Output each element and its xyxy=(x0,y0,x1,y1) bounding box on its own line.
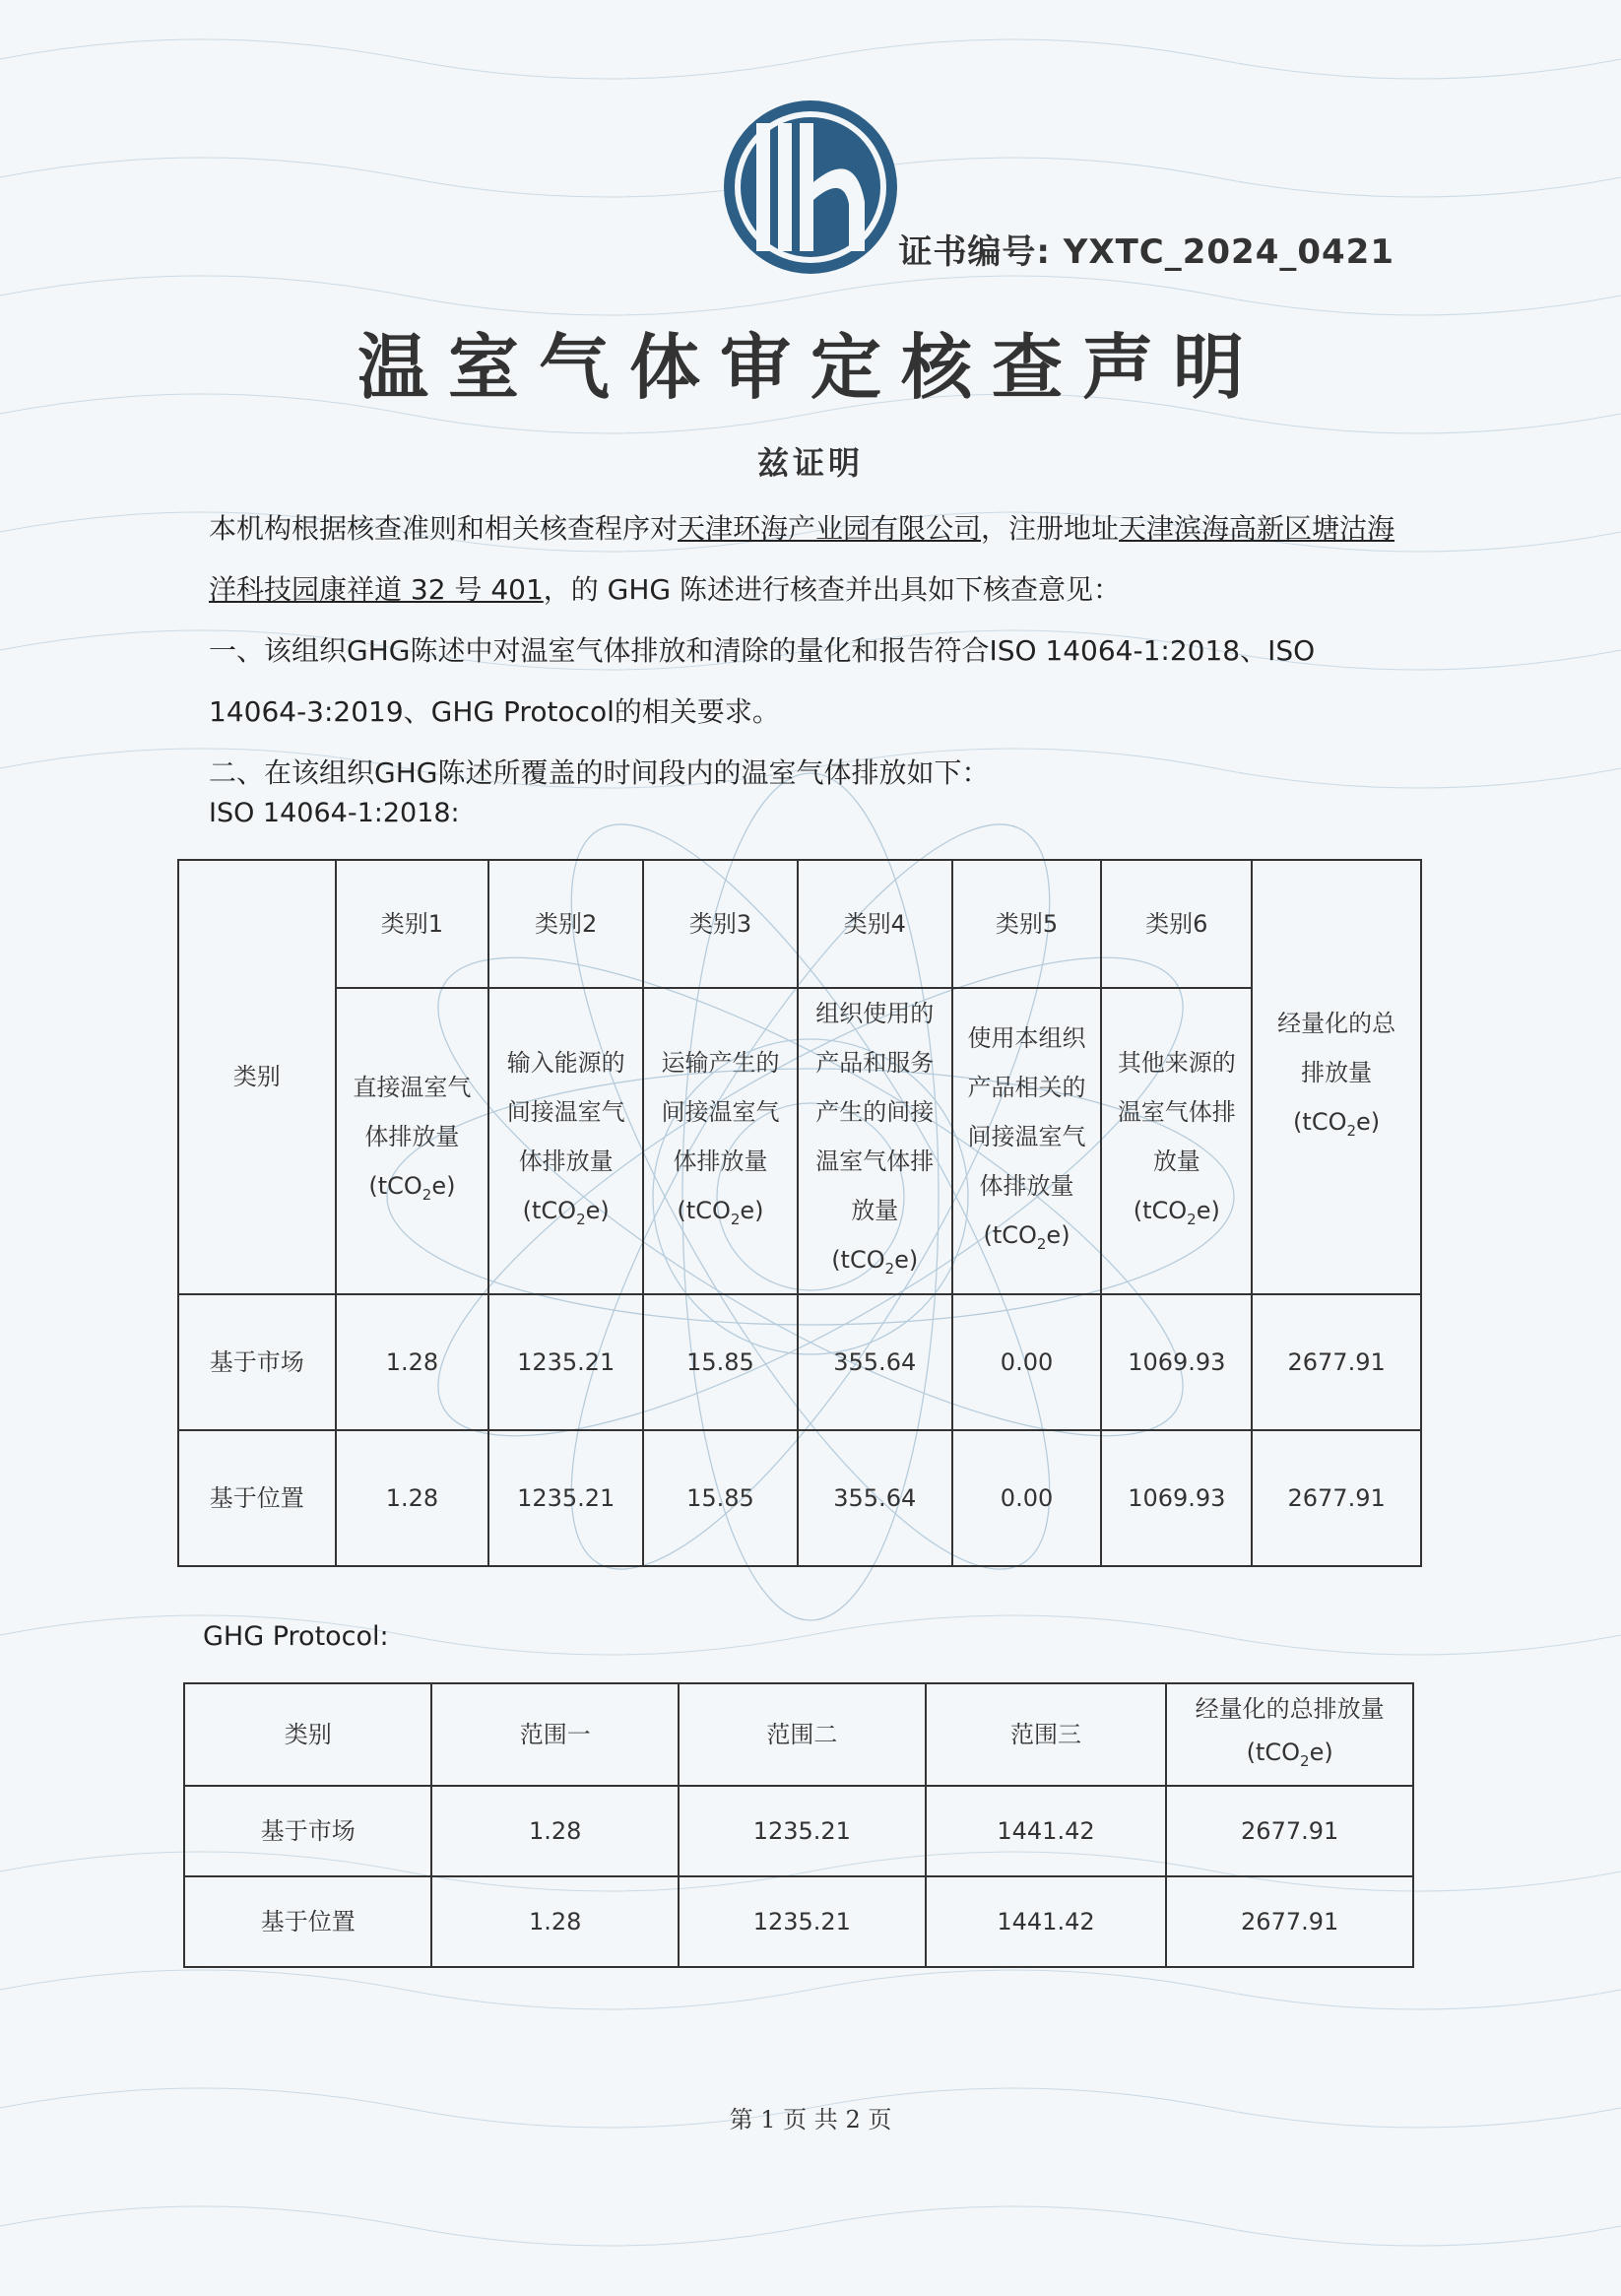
table-row xyxy=(178,1294,1421,1430)
iso-total-header xyxy=(1252,860,1421,1294)
table-cell: 0.00 xyxy=(952,1430,1102,1566)
ghg-protocol-table xyxy=(183,1682,1414,1968)
para1-prefix: 本机构根据核查准则和相关核查程序对 xyxy=(209,512,679,545)
iso-desc-6: 其他来源的温室气体排放量 (tCO$_2$e) xyxy=(1101,988,1252,1294)
table-cell: 1235.21 xyxy=(488,1294,643,1430)
certificate-number: 证书编号: YXTC_2024_0421 xyxy=(898,232,1394,272)
para1-suffix: ，的 GHG 陈述进行核查并出具如下核查意见： xyxy=(543,573,1122,606)
table-cell: 1441.42 xyxy=(926,1876,1167,1967)
iso-category-5: 类别5 xyxy=(952,860,1102,988)
iso-emissions-table xyxy=(177,859,1422,1567)
iso-row-label: 基于位置 xyxy=(178,1430,336,1566)
iso-row-label: 基于市场 xyxy=(178,1294,336,1430)
ghg-header-category: 类别 xyxy=(184,1683,431,1786)
table-cell: 1.28 xyxy=(336,1294,489,1430)
table-cell: 1.28 xyxy=(336,1430,489,1566)
iso-category-3: 类别3 xyxy=(643,860,798,988)
page-footer: 第 1 页 共 2 页 xyxy=(729,2106,892,2133)
iso-category-1: 类别1 xyxy=(336,860,489,988)
organization-address: 天津滨海高新区塘沽海洋科技园康祥道 32 号 401 xyxy=(209,512,1395,606)
iso-desc-2: 输入能源的间接温室气体排放量 (tCO$_2$e) xyxy=(488,988,643,1294)
ghg-row-label: 基于市场 xyxy=(184,1786,431,1876)
statement-paragraph-2: 一、该组织GHG陈述中对温室气体排放和清除的量化和报告符合ISO 14064-1:2018、ISO 14064-3:2019、GHG Protocol的相关要求。 xyxy=(209,634,1316,728)
document-subtitle: 兹证明 xyxy=(756,444,864,482)
table-cell: 0.00 xyxy=(952,1294,1102,1430)
iso-row-header: 类别 xyxy=(178,860,336,1294)
iso-category-2: 类别2 xyxy=(488,860,643,988)
para1-mid: ，注册地址 xyxy=(981,512,1120,545)
table-row xyxy=(184,1876,1413,1967)
organization-name: 天津环海产业园有限公司 xyxy=(678,512,982,545)
iso-desc-1: 直接温室气体排放量 (tCO$_2$e) xyxy=(336,988,489,1294)
iso-category-6: 类别6 xyxy=(1101,860,1252,988)
iso-total-header-text: 经量化的总排放量 xyxy=(1277,1010,1396,1086)
table-cell: 2677.91 xyxy=(1166,1876,1413,1967)
ghg-header-scope2: 范围二 xyxy=(679,1683,926,1786)
iso-table-label: ISO 14064-1:2018: xyxy=(209,798,460,828)
table-row xyxy=(184,1786,1413,1876)
table-cell: 1.28 xyxy=(431,1786,679,1876)
document-title: 温室气体审定核查声明 xyxy=(357,325,1264,409)
table-cell: 2677.91 xyxy=(1166,1786,1413,1876)
iso-desc-5: 使用本组织产品相关的间接温室气体排放量 (tCO$_2$e) xyxy=(952,988,1102,1294)
table-cell: 15.85 xyxy=(643,1430,798,1566)
table-cell: 355.64 xyxy=(798,1430,952,1566)
table-cell: 1235.21 xyxy=(679,1786,926,1876)
ghg-table-label: GHG Protocol: xyxy=(203,1621,389,1652)
statement-paragraph-3: 二、在该组织GHG陈述所覆盖的时间段内的温室气体排放如下： xyxy=(209,756,990,789)
ghg-header-scope3: 范围三 xyxy=(926,1683,1167,1786)
statement-paragraph-1 xyxy=(209,498,1420,621)
table-cell: 1069.93 xyxy=(1101,1430,1252,1566)
table-cell: 15.85 xyxy=(643,1294,798,1430)
table-cell: 1441.42 xyxy=(926,1786,1167,1876)
ghg-header-scope1: 范围一 xyxy=(431,1683,679,1786)
table-row xyxy=(178,1430,1421,1566)
iso-category-4: 类别4 xyxy=(798,860,952,988)
table-cell: 1235.21 xyxy=(679,1876,926,1967)
table-cell: 1235.21 xyxy=(488,1430,643,1566)
table-cell: 2677.91 xyxy=(1252,1294,1421,1430)
ghg-header-total: 经量化的总排放量 (tCO$_2$e) xyxy=(1166,1683,1413,1786)
table-cell: 1069.93 xyxy=(1101,1294,1252,1430)
table-cell: 355.64 xyxy=(798,1294,952,1430)
company-logo xyxy=(717,94,904,281)
table-cell: 2677.91 xyxy=(1252,1430,1421,1566)
ghg-row-label: 基于位置 xyxy=(184,1876,431,1967)
iso-desc-3: 运输产生的间接温室气体排放量 (tCO$_2$e) xyxy=(643,988,798,1294)
table-cell: 1.28 xyxy=(431,1876,679,1967)
iso-desc-4: 组织使用的产品和服务产生的间接温室气体排放量 (tCO$_2$e) xyxy=(798,988,952,1294)
iso-total-unit: (tCO$_2$e) xyxy=(1293,1108,1381,1140)
